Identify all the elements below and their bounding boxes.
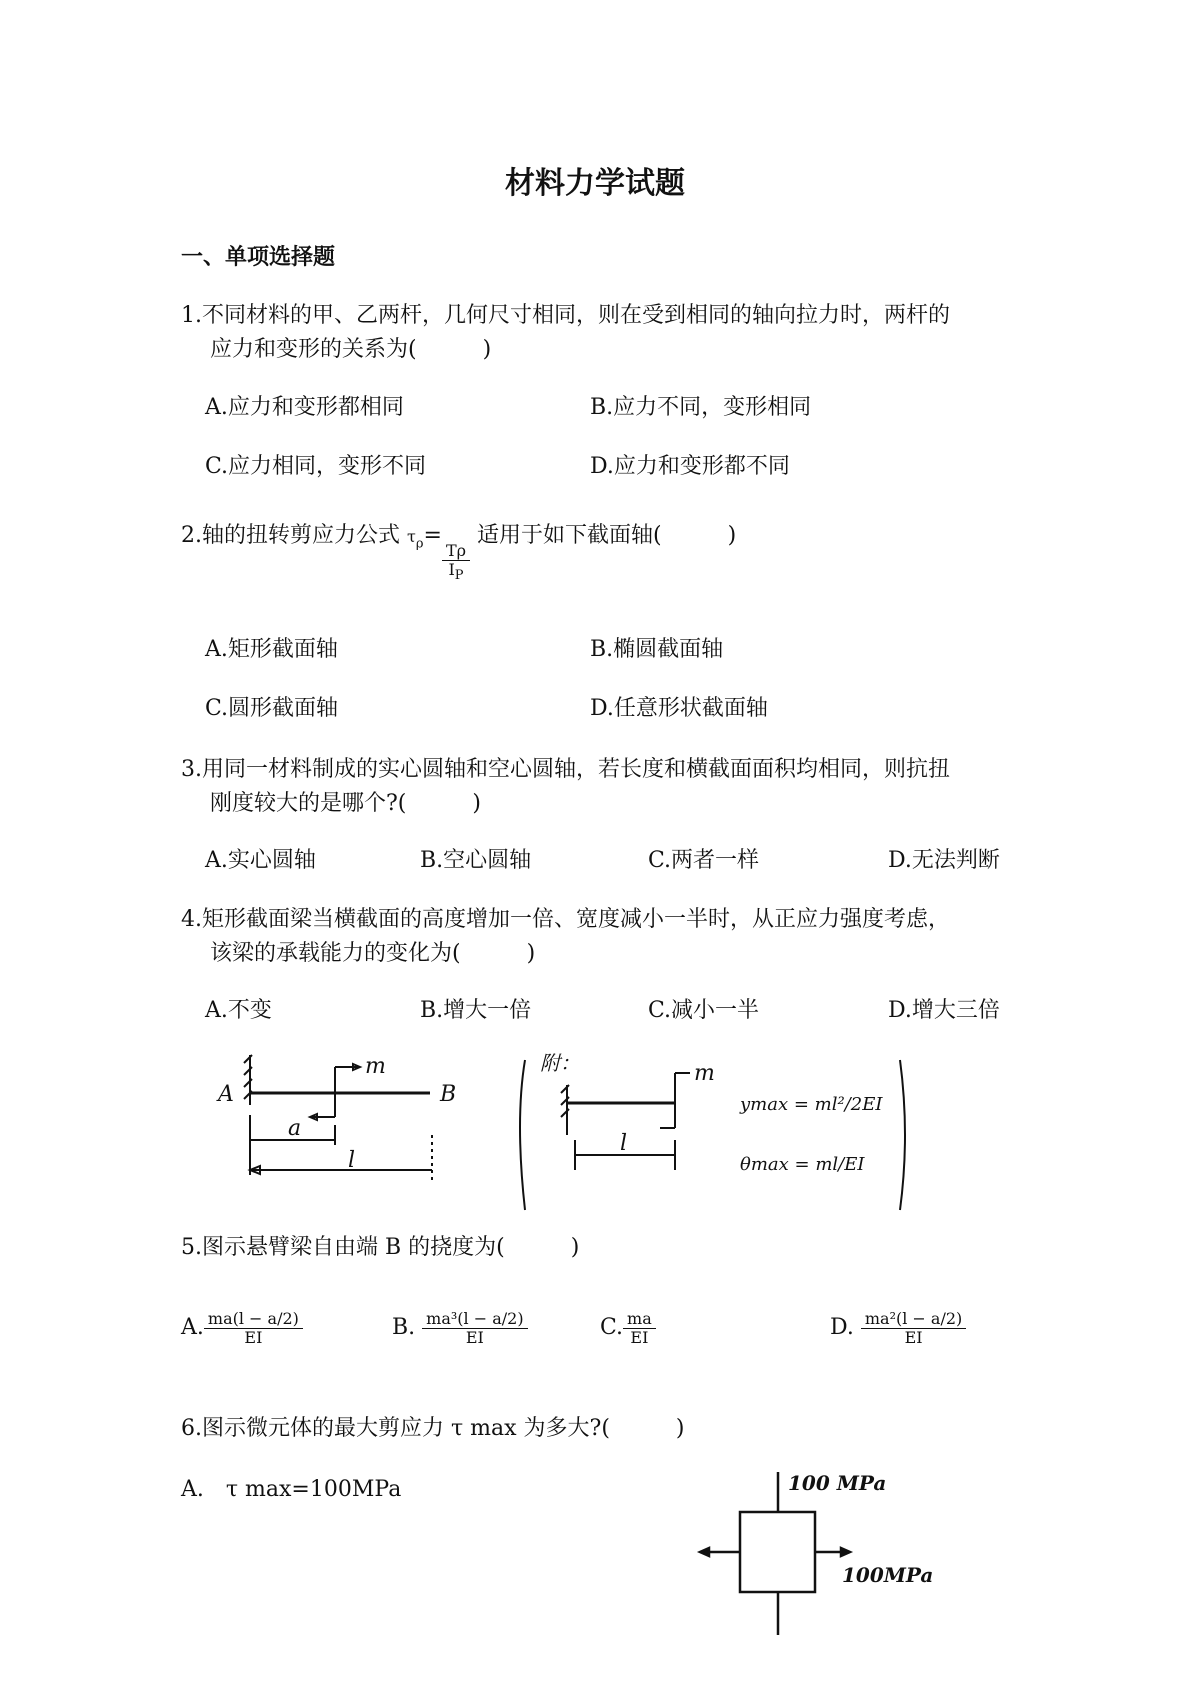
- formula-ymax: ymax = ml²/2EI: [740, 1094, 883, 1115]
- q2-option-d: D.任意形状截面轴: [590, 696, 768, 721]
- formula-den: I: [448, 559, 455, 579]
- q4-text: 4.矩形截面梁当横截面的高度增加一倍、宽度减小一半时，从正应力强度考虑，: [181, 907, 950, 932]
- option-fraction: [623, 1310, 656, 1346]
- page-title: 材料力学试题: [505, 166, 685, 201]
- fraction-num: ma: [623, 1310, 656, 1329]
- q5-option-b: [392, 1310, 528, 1346]
- option-label: B.: [392, 1315, 416, 1341]
- label-note: 附：: [540, 1051, 580, 1075]
- q1-text: 1.不同材料的甲、乙两杆，几何尺寸相同，则在受到相同的轴向拉力时，两杆的: [181, 303, 950, 328]
- label-b-end: B: [440, 1082, 457, 1107]
- q3-option-b: B.空心圆轴: [420, 848, 532, 873]
- label-a-length: a: [288, 1116, 302, 1141]
- fraction-num: ma(l − a/2): [204, 1310, 303, 1329]
- q5-option-d: [830, 1310, 966, 1346]
- q2-option-a: A.矩形截面轴: [205, 637, 338, 662]
- q1-text-cont: 应力和变形的关系为( ): [210, 337, 492, 362]
- q5-option-c: [600, 1310, 656, 1346]
- fraction-num: ma³(l − a/2): [422, 1310, 527, 1329]
- q1-option-b: B.应力不同，变形相同: [590, 395, 812, 420]
- fraction-den: EI: [904, 1327, 923, 1347]
- q2-post: 适用于如下截面轴( ): [477, 523, 737, 548]
- q4-text-cont: 该梁的承载能力的变化为( ): [210, 941, 536, 966]
- formula-thetamax: θmax = ml/EI: [740, 1154, 865, 1175]
- fraction-den: EI: [630, 1327, 649, 1347]
- label-right-stress: 100MPa: [842, 1563, 934, 1587]
- q1-option-c: C.应力相同，变形不同: [205, 454, 427, 479]
- q5-text: 5.图示悬臂梁自由端 B 的挠度为( ): [181, 1235, 580, 1260]
- formula-den-sub: P: [454, 567, 464, 583]
- option-fraction: [861, 1310, 966, 1346]
- formula-eq: =: [423, 523, 442, 548]
- q4-option-c: C.减小一半: [648, 998, 760, 1023]
- cantilever-figure: [200, 1045, 920, 1220]
- label-l-2: l: [620, 1131, 628, 1156]
- q3-option-a: A.实心圆轴: [205, 848, 316, 873]
- q2-option-c: C.圆形截面轴: [205, 696, 339, 721]
- q1-option-a: A.应力和变形都相同: [205, 395, 404, 420]
- label-moment-2: m: [694, 1061, 715, 1086]
- fraction-num: ma²(l − a/2): [861, 1310, 966, 1329]
- q4-option-d: D.增大三倍: [888, 998, 1000, 1023]
- option-fraction: [422, 1310, 527, 1346]
- q3-text-cont: 刚度较大的是哪个?( ): [210, 791, 481, 816]
- formula-tau: τ: [407, 527, 416, 546]
- q1-option-d: D.应力和变形都不同: [590, 454, 790, 479]
- formula-tau-sub: ρ: [415, 536, 424, 552]
- q4-option-a: A.不变: [205, 998, 272, 1023]
- q3-text: 3.用同一材料制成的实心圆轴和空心圆轴，若长度和横截面面积均相同，则抗扭: [181, 757, 950, 782]
- formula-num: Tρ: [442, 542, 470, 561]
- label-top-stress: 100 MPa: [788, 1471, 887, 1495]
- stress-element-figure: [690, 1470, 950, 1650]
- q3-option-c: C.两者一样: [648, 848, 760, 873]
- option-label: A.: [181, 1315, 204, 1341]
- fraction-den: EI: [465, 1327, 484, 1347]
- section-heading: 一、单项选择题: [181, 244, 336, 270]
- option-label: C.: [600, 1315, 624, 1341]
- label-moment: m: [365, 1054, 386, 1079]
- q2-pre: 2.轴的扭转剪应力公式: [181, 523, 400, 548]
- label-a-support: A: [218, 1082, 234, 1107]
- q4-option-b: B.增大一倍: [420, 998, 532, 1023]
- q5-option-a: [181, 1310, 303, 1346]
- option-fraction: [204, 1310, 303, 1346]
- q2-text: [181, 518, 736, 583]
- q6-text: 6.图示微元体的最大剪应力 τ max 为多大?( ): [181, 1416, 685, 1441]
- option-label: D.: [830, 1315, 854, 1341]
- fraction-den: EI: [244, 1327, 263, 1347]
- label-l-length: l: [348, 1148, 356, 1173]
- q2-option-b: B.椭圆截面轴: [590, 637, 724, 662]
- q6-option-a: A. τ max=100MPa: [181, 1477, 402, 1502]
- q3-option-d: D.无法判断: [888, 848, 1000, 873]
- formula-fraction: [442, 542, 470, 583]
